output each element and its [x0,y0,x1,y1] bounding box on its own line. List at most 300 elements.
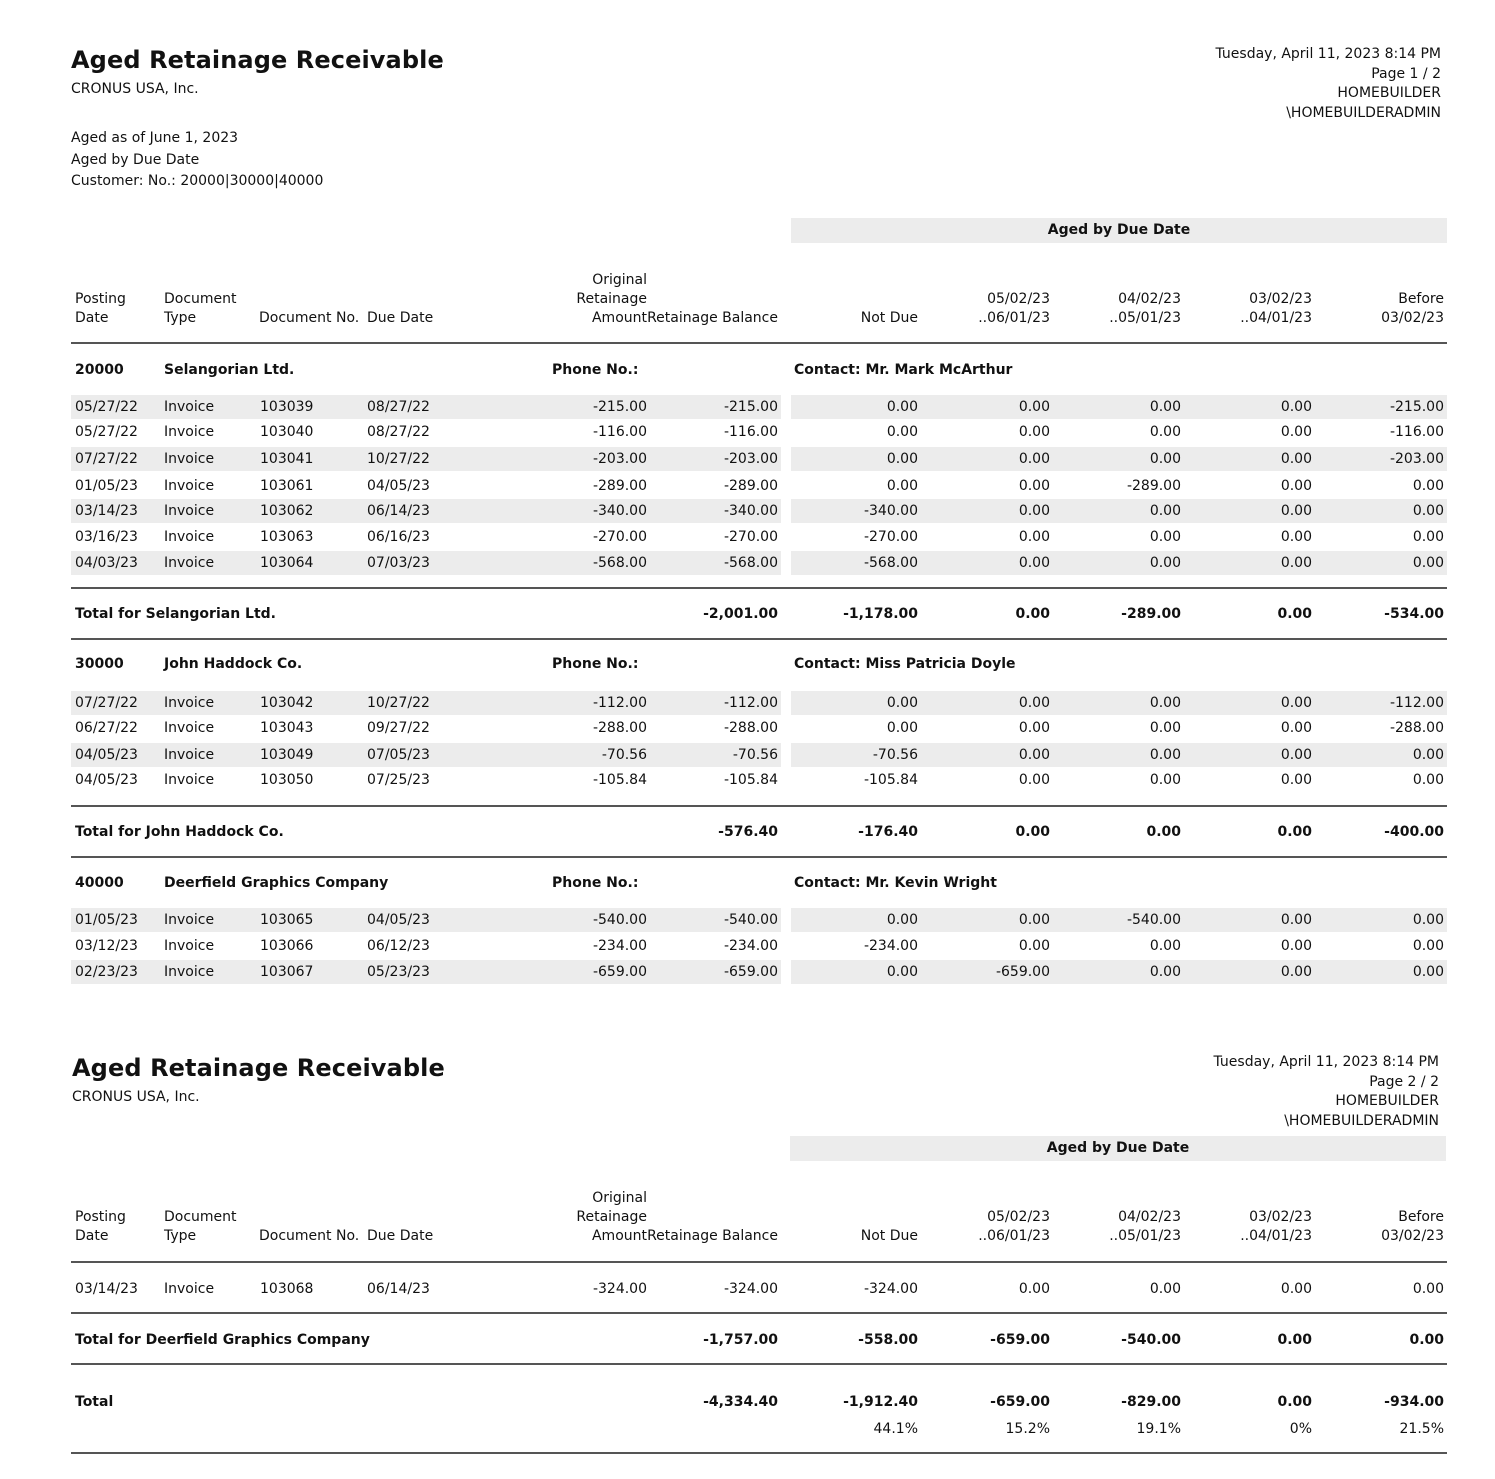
retainage-balance-cell: -540.00 [723,912,778,928]
retainage-balance-cell: -324.00 [723,1281,778,1297]
bucket-1-cell: 0.00 [1018,1281,1050,1297]
col-bucket-4 [1381,1208,1444,1246]
col-due-date-line: Due Date [367,310,434,326]
col-posting-date [75,1208,126,1246]
posting-date-cell: 02/23/23 [75,964,138,980]
bucket-3-cell: 0.00 [1280,451,1312,467]
customer-total-value: -1,178.00 [843,606,918,622]
not-due-cell: -70.56 [872,747,918,763]
original-amount-cell: -540.00 [592,912,647,928]
customer-total-label: Total for John Haddock Co. [75,824,284,840]
customer-total-value: -540.00 [1121,1332,1181,1348]
table-row [71,525,1447,549]
original-amount-cell: -340.00 [592,503,647,519]
bucket-2-cell: 0.00 [1149,720,1181,736]
not-due-cell: 0.00 [886,424,918,440]
col-bucket-3-line: 03/02/23 [1249,1209,1312,1225]
section-rule [71,587,1447,589]
customer-total-value: -289.00 [1121,606,1181,622]
bucket-3-cell: 0.00 [1280,1281,1312,1297]
col-document-type-line: Type [164,310,197,326]
user-line-1: HOMEBUILDER [1335,1093,1439,1109]
customer-phone: Phone No.: [552,656,639,672]
col-bucket-1-line: 05/02/23 [987,1209,1050,1225]
not-due-cell: -270.00 [863,529,918,545]
customer-header [71,871,1447,895]
original-amount-cell: -203.00 [592,451,647,467]
customer-total-value: 0.00 [1015,606,1050,622]
original-amount-cell: -324.00 [592,1281,647,1297]
customer-contact: Contact: Mr. Kevin Wright [794,875,997,891]
col-bucket-3-line: 03/02/23 [1249,291,1312,307]
col-document-no-line: Document No. [259,1228,360,1244]
col-original-amount-line: Retainage [576,291,647,307]
customer-no: 20000 [75,362,124,378]
col-not-due [861,1227,918,1246]
col-original-amount [576,271,647,328]
customer-total-value: -659.00 [990,1332,1050,1348]
bucket-2-cell: 0.00 [1149,503,1181,519]
table-row [71,768,1447,792]
document-no-cell: 103043 [260,720,314,736]
customer-total [71,602,1447,626]
customer-no: 40000 [75,875,124,891]
due-date-cell: 04/05/23 [367,478,430,494]
col-bucket-2-line: ..05/01/23 [1109,1228,1181,1244]
document-type-cell: Invoice [164,478,215,494]
original-amount-cell: -116.00 [592,424,647,440]
document-type-cell: Invoice [164,555,215,571]
col-retainage-balance [647,309,778,328]
col-bucket-2 [1109,1208,1181,1246]
document-type-cell: Invoice [164,720,215,736]
customer-total-value: -1,757.00 [703,1332,778,1348]
bucket-1-cell: 0.00 [1018,555,1050,571]
customer-total-value: 0.00 [1409,1332,1444,1348]
col-retainage-balance [647,1227,778,1246]
table-row [71,420,1447,444]
bucket-2-cell: 0.00 [1149,747,1181,763]
section-rule [71,1312,1447,1314]
percent-value: 44.1% [873,1421,918,1437]
bucket-3-cell: 0.00 [1280,478,1312,494]
col-bucket-3-line: ..04/01/23 [1240,310,1312,326]
col-posting-date-line: Posting [75,291,126,307]
bucket-3-cell: 0.00 [1280,555,1312,571]
customer-total-value: 0.00 [1277,1332,1312,1348]
col-due-date [367,1227,433,1246]
bucket-4-cell: 0.00 [1412,938,1444,954]
grand-total-value: -829.00 [1121,1394,1181,1410]
bucket-1-cell: 0.00 [1018,720,1050,736]
col-document-type-line: Document [164,1209,237,1225]
user-line-2: \HOMEBUILDERADMIN [1286,104,1441,121]
original-amount-cell: -270.00 [592,529,647,545]
document-no-cell: 103042 [260,695,314,711]
original-amount-cell: -568.00 [592,555,647,571]
posting-date-cell: 01/05/23 [75,478,138,494]
customer-name: Deerfield Graphics Company [164,875,389,891]
document-no-cell: 103066 [260,938,314,954]
grand-total-value: -1,912.40 [843,1394,918,1410]
original-amount-cell: -112.00 [592,695,647,711]
bucket-2-cell: 0.00 [1149,399,1181,415]
posting-date-cell: 06/27/22 [75,720,138,736]
col-document-no [259,309,359,328]
customer-total [71,820,1447,844]
document-no-cell: 103050 [260,772,314,788]
report-title: Aged Retainage Receivable [72,1054,445,1082]
bucket-3-cell: 0.00 [1280,529,1312,545]
bucket-1-cell: 0.00 [1018,478,1050,494]
col-original-amount-line: Original [592,272,647,288]
customer-header [71,358,1447,382]
document-type-cell: Invoice [164,938,215,954]
customer-total-label: Total for Selangorian Ltd. [75,606,276,622]
table-row [71,908,1447,932]
bucket-1-cell: 0.00 [1018,747,1050,763]
original-amount-cell: -289.00 [592,478,647,494]
document-type-cell: Invoice [164,399,215,415]
retainage-balance-cell: -105.84 [723,772,778,788]
bucket-1-cell: 0.00 [1018,399,1050,415]
customer-total-value: -534.00 [1384,606,1444,622]
not-due-cell: -340.00 [863,503,918,519]
bucket-1-cell: 0.00 [1018,503,1050,519]
section-rule [71,1363,1447,1365]
aged-by-header: Aged by Due Date [790,1136,1446,1161]
bucket-2-cell: 0.00 [1149,529,1181,545]
section-rule [71,856,1447,858]
not-due-cell: -105.84 [863,772,918,788]
grand-total-percent-row [71,1417,1447,1441]
report-datetime: Tuesday, April 11, 2023 8:14 PM [1213,1054,1439,1070]
posting-date-cell: 05/27/22 [75,399,138,415]
col-bucket-4 [1381,290,1444,328]
bucket-3-cell: 0.00 [1280,964,1312,980]
customer-total-value: -2,001.00 [703,606,778,622]
document-type-cell: Invoice [164,503,215,519]
document-no-cell: 103061 [260,478,314,494]
table-row [71,551,1447,575]
percent-value: 21.5% [1399,1421,1444,1437]
table-row [71,447,1447,471]
col-bucket-1-line: ..06/01/23 [978,310,1050,326]
document-no-cell: 103068 [260,1281,314,1297]
table-row [71,499,1447,523]
due-date-cell: 05/23/23 [367,964,430,980]
col-bucket-1 [978,290,1050,328]
customer-header [71,652,1447,676]
document-type-cell: Invoice [164,747,215,763]
col-bucket-3-line: ..04/01/23 [1240,1228,1312,1244]
document-no-cell: 103041 [260,451,314,467]
posting-date-cell: 07/27/22 [75,695,138,711]
bucket-4-cell: 0.00 [1412,912,1444,928]
bucket-3-cell: 0.00 [1280,720,1312,736]
company-name: CRONUS USA, Inc. [72,1089,200,1105]
bucket-3-cell: 0.00 [1280,747,1312,763]
col-document-type-line: Type [164,1228,197,1244]
col-document-type-line: Document [164,291,237,307]
bucket-4-cell: 0.00 [1412,964,1444,980]
customer-contact: Contact: Mr. Mark McArthur [794,362,1013,378]
due-date-cell: 07/05/23 [367,747,430,763]
bucket-4-cell: -215.00 [1389,399,1444,415]
section-rule [71,805,1447,807]
aged-by-header: Aged by Due Date [791,218,1447,243]
not-due-cell: 0.00 [886,478,918,494]
col-posting-date [75,290,126,328]
customer-total [71,1328,1447,1352]
bucket-4-cell: -288.00 [1389,720,1444,736]
col-bucket-4-line: 03/02/23 [1381,1228,1444,1244]
customer-total-value: 0.00 [1146,824,1181,840]
header-rule [71,1261,1447,1263]
bucket-2-cell: 0.00 [1149,555,1181,571]
col-original-amount-line: Retainage [576,1209,647,1225]
bucket-2-cell: -289.00 [1126,478,1181,494]
bucket-3-cell: 0.00 [1280,695,1312,711]
bucket-4-cell: 0.00 [1412,529,1444,545]
bucket-1-cell: 0.00 [1018,451,1050,467]
grand-total-value: -659.00 [990,1394,1050,1410]
grand-total-value: 0.00 [1277,1394,1312,1410]
original-amount-cell: -659.00 [592,964,647,980]
original-amount-cell: -105.84 [592,772,647,788]
report-datetime: Tuesday, April 11, 2023 8:14 PM [1215,46,1441,62]
retainage-balance-cell: -270.00 [723,529,778,545]
bucket-1-cell: -659.00 [995,964,1050,980]
bucket-1-cell: 0.00 [1018,529,1050,545]
not-due-cell: 0.00 [886,720,918,736]
col-bucket-4-line: Before [1398,1209,1444,1225]
document-no-cell: 103039 [260,399,314,415]
customer-total-label: Total for Deerfield Graphics Company [75,1332,370,1348]
table-row [71,474,1447,498]
posting-date-cell: 04/05/23 [75,772,138,788]
percent-value: 19.1% [1136,1421,1181,1437]
posting-date-cell: 03/12/23 [75,938,138,954]
bucket-1-cell: 0.00 [1018,912,1050,928]
table-row [71,1277,1447,1301]
posting-date-cell: 01/05/23 [75,912,138,928]
due-date-cell: 10/27/22 [367,451,430,467]
customer-total-value: 0.00 [1277,824,1312,840]
col-posting-date-line: Date [75,310,109,326]
customer-name: John Haddock Co. [164,656,303,672]
table-row [71,716,1447,740]
document-type-cell: Invoice [164,424,215,440]
col-posting-date-line: Posting [75,1209,126,1225]
user-line-1: HOMEBUILDER [1337,85,1441,101]
table-row [71,960,1447,984]
bucket-4-cell: -203.00 [1389,451,1444,467]
page-number: Page 2 / 2 [1369,1073,1439,1090]
col-retainage-balance-line: Retainage Balance [647,310,778,326]
customer-contact: Contact: Miss Patricia Doyle [794,656,1016,672]
due-date-cell: 06/12/23 [367,938,430,954]
filter-aged-as-of: Aged as of June 1, 2023 [71,130,239,146]
col-due-date-line: Due Date [367,1228,434,1244]
col-not-due [861,309,918,328]
document-no-cell: 103064 [260,555,314,571]
retainage-balance-cell: -659.00 [723,964,778,980]
col-bucket-1 [978,1208,1050,1246]
original-amount-cell: -215.00 [592,399,647,415]
due-date-cell: 06/14/23 [367,1281,430,1297]
retainage-balance-cell: -340.00 [723,503,778,519]
col-bucket-4-line: Before [1398,291,1444,307]
document-type-cell: Invoice [164,912,215,928]
customer-total-value: 0.00 [1277,606,1312,622]
company-name: CRONUS USA, Inc. [71,81,199,97]
bucket-1-cell: 0.00 [1018,938,1050,954]
retainage-balance-cell: -70.56 [732,747,778,763]
document-no-cell: 103067 [260,964,314,980]
posting-date-cell: 03/16/23 [75,529,138,545]
bucket-2-cell: -540.00 [1126,912,1181,928]
due-date-cell: 06/14/23 [367,503,430,519]
bucket-2-cell: 0.00 [1149,424,1181,440]
col-not-due-line: Not Due [860,1228,918,1244]
col-bucket-2 [1109,290,1181,328]
col-original-amount-line: Original [592,1190,647,1206]
table-row [71,934,1447,958]
customer-name: Selangorian Ltd. [164,362,295,378]
bucket-4-cell: 0.00 [1412,772,1444,788]
posting-date-cell: 04/05/23 [75,747,138,763]
retainage-balance-cell: -203.00 [723,451,778,467]
bucket-4-cell: -112.00 [1389,695,1444,711]
percent-value: 0% [1289,1421,1312,1437]
not-due-cell: 0.00 [886,964,918,980]
document-no-cell: 103040 [260,424,314,440]
col-bucket-1-line: 05/02/23 [987,291,1050,307]
posting-date-cell: 04/03/23 [75,555,138,571]
table-row [71,743,1447,767]
retainage-balance-cell: -568.00 [723,555,778,571]
not-due-cell: -234.00 [863,938,918,954]
document-no-cell: 103049 [260,747,314,763]
col-bucket-3 [1240,1208,1312,1246]
grand-total-value: -4,334.40 [703,1394,778,1410]
bucket-3-cell: 0.00 [1280,399,1312,415]
filter-customer: Customer: No.: 20000|30000|40000 [71,173,324,189]
customer-no: 30000 [75,656,124,672]
not-due-cell: -568.00 [863,555,918,571]
document-type-cell: Invoice [164,695,215,711]
bucket-4-cell: 0.00 [1412,503,1444,519]
col-due-date [367,309,433,328]
not-due-cell: -324.00 [863,1281,918,1297]
percent-value: 15.2% [1005,1421,1050,1437]
bucket-4-cell: 0.00 [1412,555,1444,571]
col-document-no [259,1227,359,1246]
retainage-balance-cell: -116.00 [723,424,778,440]
report-title: Aged Retainage Receivable [71,46,444,74]
document-type-cell: Invoice [164,529,215,545]
customer-total-value: -558.00 [858,1332,918,1348]
customer-total-value: -400.00 [1384,824,1444,840]
bucket-2-cell: 0.00 [1149,938,1181,954]
col-bucket-2-line: 04/02/23 [1118,1209,1181,1225]
bucket-4-cell: 0.00 [1412,1281,1444,1297]
col-document-type [164,1208,237,1246]
not-due-cell: 0.00 [886,451,918,467]
col-bucket-4-line: 03/02/23 [1381,310,1444,326]
bucket-2-cell: 0.00 [1149,772,1181,788]
bucket-3-cell: 0.00 [1280,772,1312,788]
bucket-1-cell: 0.00 [1018,695,1050,711]
retainage-balance-cell: -288.00 [723,720,778,736]
customer-total-value: 0.00 [1015,824,1050,840]
document-type-cell: Invoice [164,772,215,788]
col-bucket-2-line: ..05/01/23 [1109,310,1181,326]
bucket-3-cell: 0.00 [1280,503,1312,519]
grand-total-value: -934.00 [1384,1394,1444,1410]
retainage-balance-cell: -215.00 [723,399,778,415]
document-type-cell: Invoice [164,451,215,467]
bucket-3-cell: 0.00 [1280,424,1312,440]
retainage-balance-cell: -234.00 [723,938,778,954]
col-document-type [164,290,237,328]
col-posting-date-line: Date [75,1228,109,1244]
bucket-3-cell: 0.00 [1280,912,1312,928]
posting-date-cell: 03/14/23 [75,503,138,519]
col-bucket-3 [1240,290,1312,328]
bucket-2-cell: 0.00 [1149,1281,1181,1297]
document-type-cell: Invoice [164,964,215,980]
table-row [71,395,1447,419]
document-no-cell: 103062 [260,503,314,519]
bucket-4-cell: 0.00 [1412,478,1444,494]
due-date-cell: 08/27/22 [367,399,430,415]
bucket-3-cell: 0.00 [1280,938,1312,954]
due-date-cell: 06/16/23 [367,529,430,545]
table-row [71,691,1447,715]
filter-aged-by: Aged by Due Date [71,151,200,168]
col-not-due-line: Not Due [860,310,918,326]
document-type-cell: Invoice [164,1281,215,1297]
col-original-amount-line: Amount [591,1228,647,1244]
not-due-cell: 0.00 [886,695,918,711]
document-no-cell: 103063 [260,529,314,545]
col-retainage-balance-line: Retainage Balance [647,1228,778,1244]
due-date-cell: 04/05/23 [367,912,430,928]
retainage-balance-cell: -289.00 [723,478,778,494]
bucket-2-cell: 0.00 [1149,964,1181,980]
grand-total-label: Total [75,1394,114,1410]
user-line-2: \HOMEBUILDERADMIN [1284,1112,1439,1129]
bucket-2-cell: 0.00 [1149,695,1181,711]
due-date-cell: 07/25/23 [367,772,430,788]
col-bucket-1-line: ..06/01/23 [978,1228,1050,1244]
posting-date-cell: 05/27/22 [75,424,138,440]
bucket-1-cell: 0.00 [1018,772,1050,788]
bucket-4-cell: -116.00 [1389,424,1444,440]
grand-total [71,1390,1447,1414]
customer-phone: Phone No.: [552,362,639,378]
col-document-no-line: Document No. [259,310,360,326]
page-number: Page 1 / 2 [1371,65,1441,82]
original-amount-cell: -288.00 [592,720,647,736]
section-rule [71,1452,1447,1454]
original-amount-cell: -70.56 [601,747,647,763]
due-date-cell: 07/03/23 [367,555,430,571]
customer-total-value: -576.40 [718,824,778,840]
document-no-cell: 103065 [260,912,314,928]
